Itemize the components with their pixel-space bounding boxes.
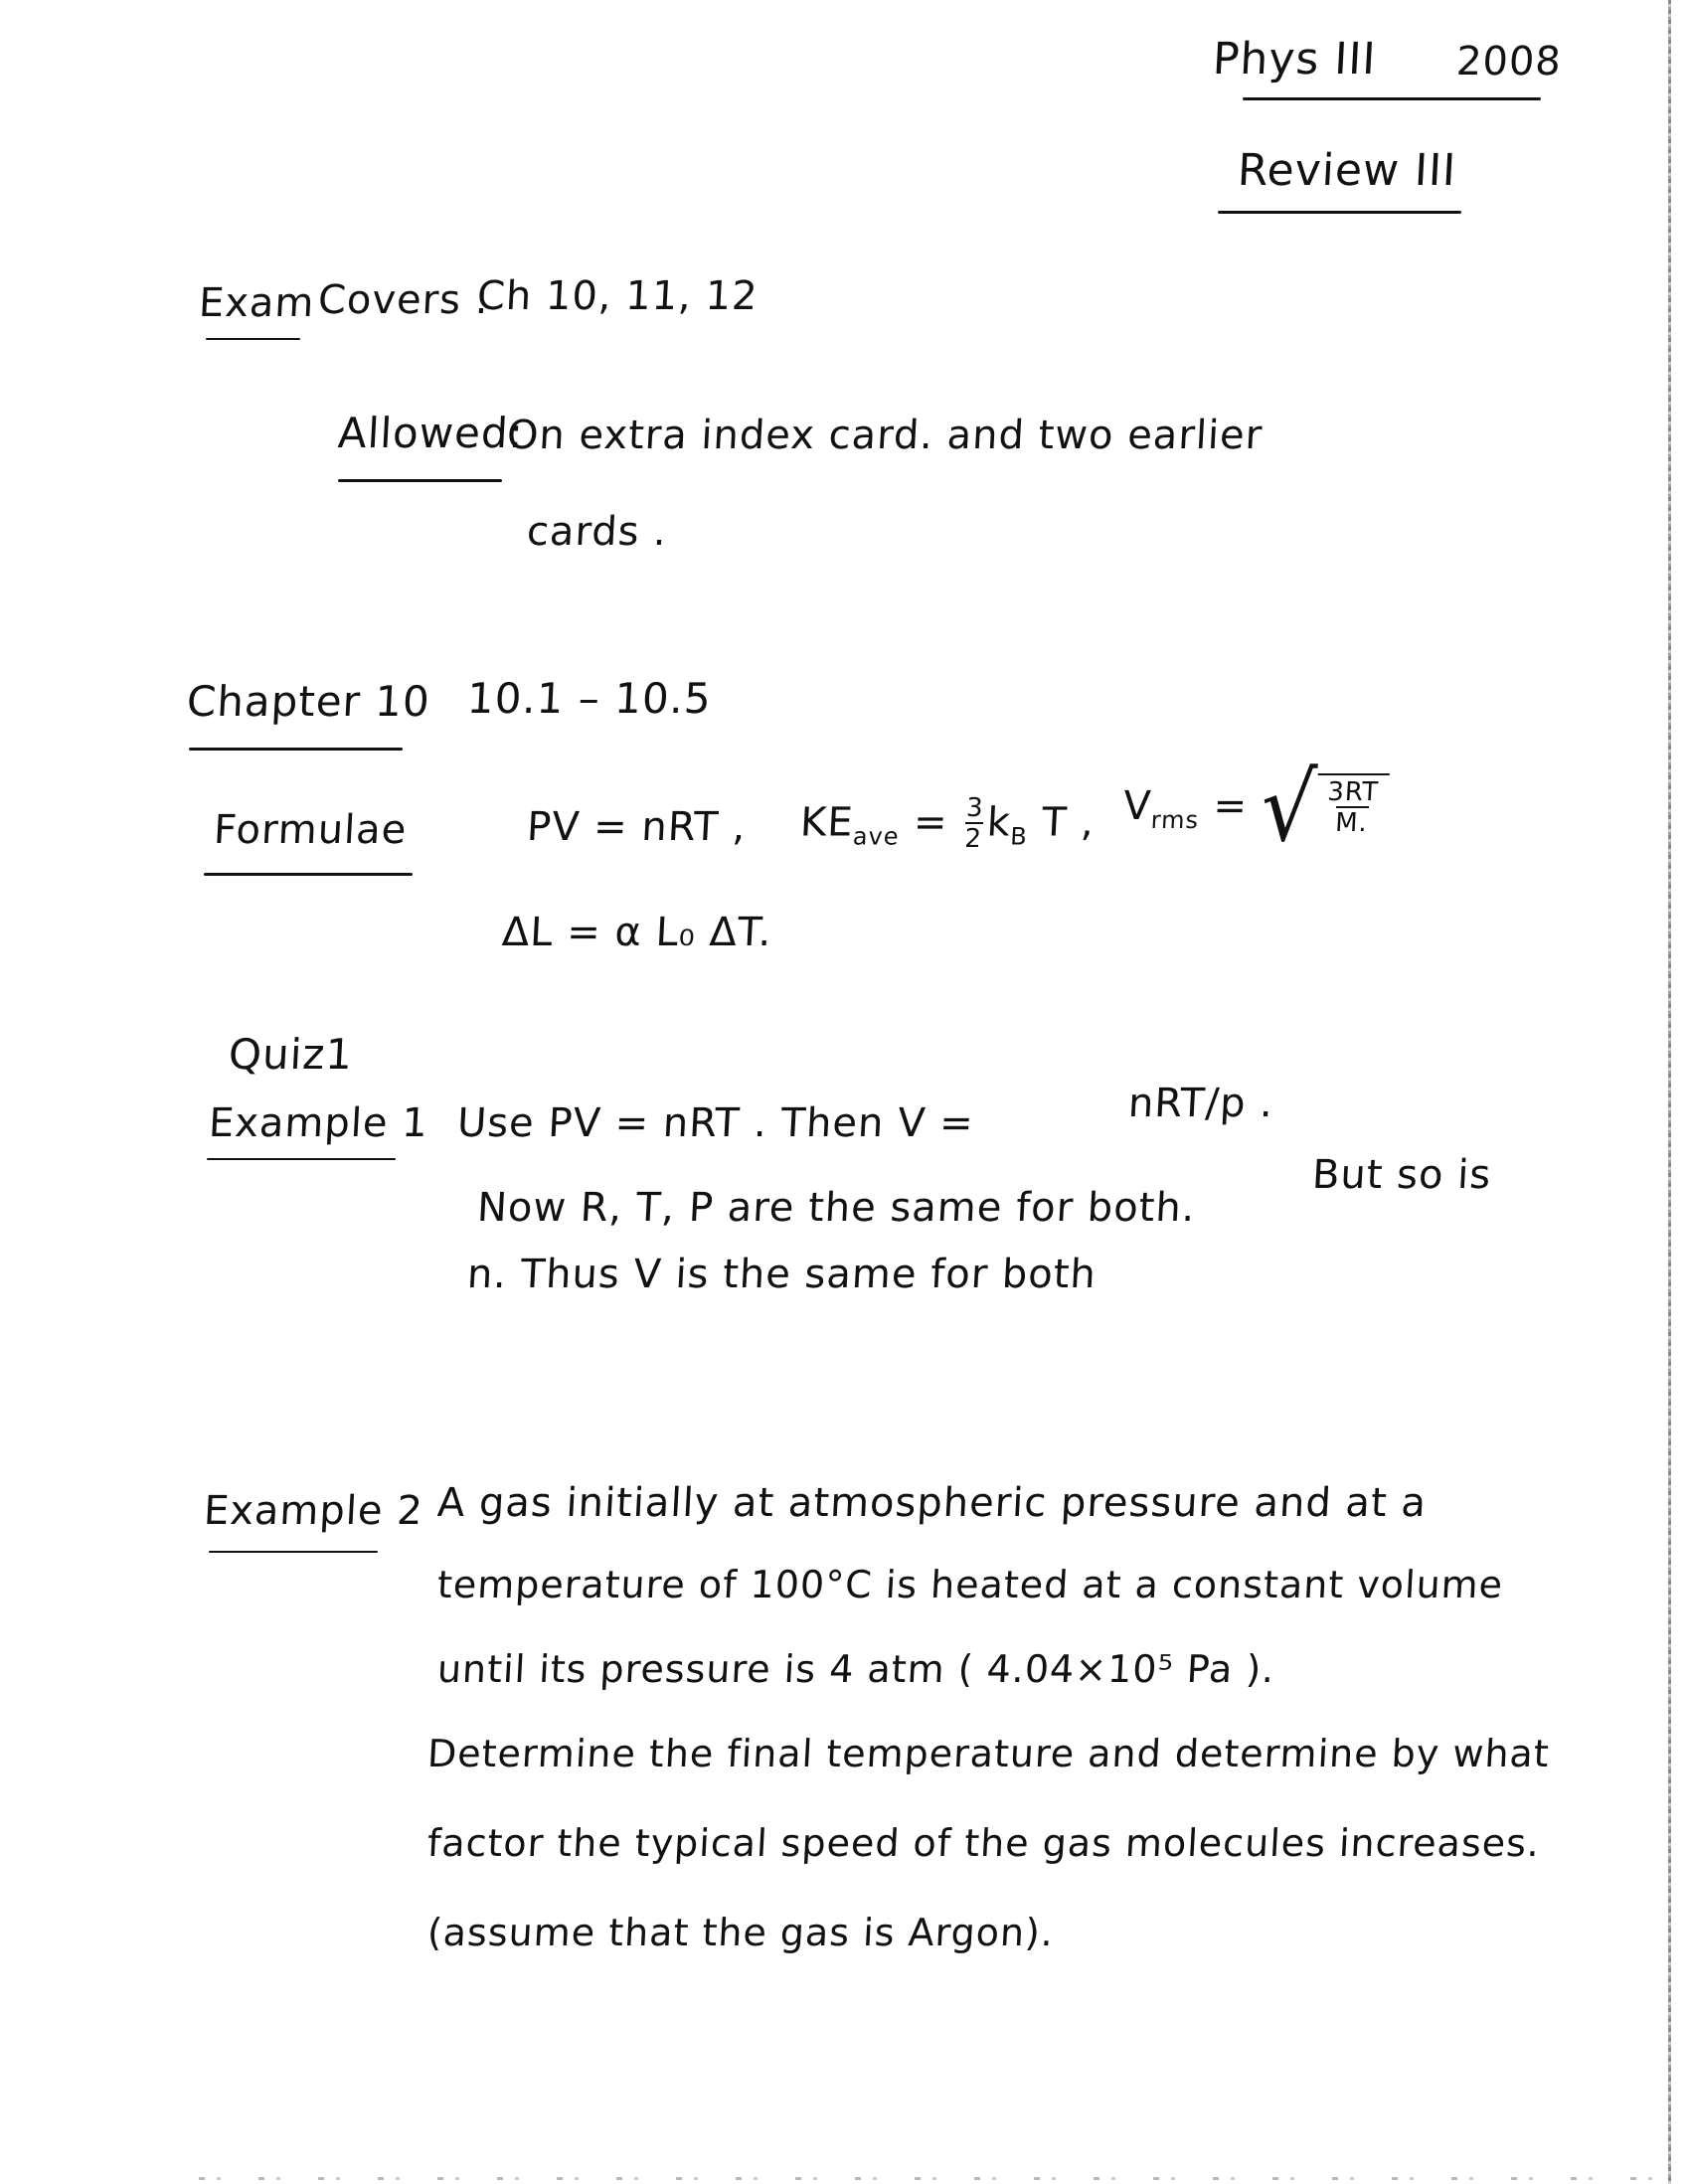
example2-line: temperature of 100°C is heated at a constant volume bbox=[435, 1563, 1505, 1606]
allowed-label: Allowed: bbox=[336, 409, 526, 457]
example2-line: (assume that the gas is Argon). bbox=[425, 1911, 1056, 1954]
exam-underline bbox=[206, 338, 300, 340]
scan-edge-line bbox=[1668, 0, 1671, 2184]
example2-line: factor the typical speed of the gas molecules increases. bbox=[425, 1821, 1542, 1865]
ke-temperature: T , bbox=[1040, 799, 1097, 846]
vrms-equals: = bbox=[1212, 783, 1250, 829]
example1-label: Example 1 bbox=[207, 1100, 429, 1146]
formulae-label: Formulae bbox=[212, 807, 409, 853]
vrms-subscript: rms bbox=[1150, 806, 1200, 834]
ke-equals: = bbox=[912, 799, 949, 846]
formulae-underline bbox=[204, 873, 413, 876]
vrms-numerator: 3RT bbox=[1326, 776, 1380, 807]
example2-label: Example 2 bbox=[202, 1488, 424, 1534]
formula-vrms bbox=[1121, 754, 1391, 863]
square-root bbox=[1258, 754, 1390, 863]
ke-numerator: 3 bbox=[965, 793, 985, 823]
title-underline bbox=[1218, 211, 1461, 214]
example1-line1-result: nRT/p . bbox=[1126, 1081, 1275, 1126]
chapter-underline bbox=[189, 748, 403, 751]
boltzmann-symbol: k bbox=[985, 799, 1013, 846]
chapter-label: Chapter 10 bbox=[185, 677, 432, 726]
ke-subscript: ave bbox=[852, 822, 901, 851]
example1-line2: Now R, T, P are the same for both. bbox=[475, 1185, 1197, 1231]
radical-sign: √ bbox=[1258, 754, 1320, 863]
chapter-sections: 10.1 – 10.5 bbox=[465, 674, 714, 723]
header-underline bbox=[1243, 97, 1541, 100]
page-title: Review III bbox=[1236, 145, 1458, 196]
quiz-label: Quiz1 bbox=[227, 1030, 355, 1079]
example2-line: Determine the final temperature and determine by what bbox=[425, 1732, 1551, 1775]
ke-denominator: 2 bbox=[963, 824, 983, 855]
example2-line: until its pressure is 4 atm ( 4.04×10⁵ Pa ). bbox=[435, 1647, 1276, 1691]
scan-bottom-artifacts bbox=[199, 2177, 1660, 2180]
formula-thermal-expansion: ΔL = α L₀ ΔT. bbox=[500, 910, 773, 955]
example1-line1: Use PV = nRT . Then V = bbox=[455, 1100, 975, 1146]
ke-fraction bbox=[964, 795, 985, 854]
example2-underline bbox=[209, 1551, 378, 1553]
vrms-denominator: M. bbox=[1334, 808, 1369, 838]
vrms-fraction bbox=[1325, 776, 1380, 838]
exam-covers-label: Covers : bbox=[316, 277, 491, 323]
exam-chapters: Ch 10, 11, 12 bbox=[475, 273, 760, 319]
boltzmann-subscript: B bbox=[1009, 822, 1029, 851]
allowed-text-line1: On extra index card. and two earlier bbox=[505, 413, 1265, 458]
example1-underline bbox=[207, 1158, 396, 1160]
vrms-symbol: V bbox=[1121, 783, 1153, 829]
allowed-underline bbox=[338, 479, 502, 482]
ke-symbol: KE bbox=[798, 799, 855, 846]
allowed-text-line2: cards . bbox=[525, 509, 669, 555]
example1-line2-end: But so is bbox=[1310, 1152, 1493, 1198]
course-name: Phys III bbox=[1211, 34, 1378, 84]
exam-label: Exam bbox=[197, 280, 316, 326]
course-year: 2008 bbox=[1454, 39, 1564, 84]
formula-ideal-gas: PV = nRT , bbox=[525, 804, 748, 850]
formula-kinetic-energy bbox=[798, 795, 1096, 854]
example2-line: A gas initially at atmospheric pressure and at a bbox=[435, 1480, 1429, 1526]
example1-line3: n. Thus V is the same for both bbox=[465, 1252, 1098, 1297]
